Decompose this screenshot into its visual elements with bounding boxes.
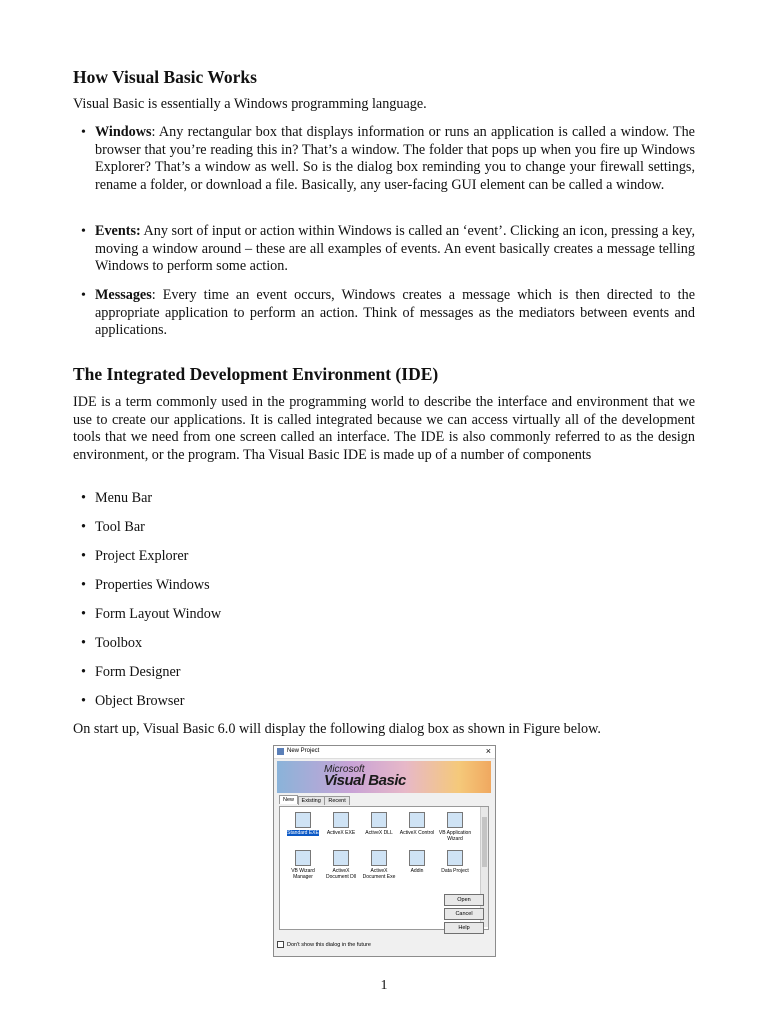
project-activex-exe[interactable] xyxy=(321,812,361,836)
project-icon xyxy=(447,850,463,866)
dont-show-checkbox-row[interactable] xyxy=(277,941,371,948)
term-messages: Messages xyxy=(95,287,152,303)
checkbox-label: Don't show this dialog in the future xyxy=(287,941,371,948)
term-events: Events: xyxy=(95,223,141,239)
bullet-windows: • Windows: Any rectangular box that displays information or runs an application is called a window. The browser that you’re reading this in? That’s a window. The folder that pops up when you fire up Windows Explorer? That’s a window as well. So is the dialog box reminding you to change your firewall settings, rename a folder, or download a file. Basically, any user-facing GUI element can be called a window. xyxy=(81,124,695,193)
component-label: Toolbox xyxy=(95,635,143,651)
scrollbar-thumb[interactable] xyxy=(482,817,487,867)
project-label: Addin xyxy=(410,868,424,874)
list-item: • Project Explorer xyxy=(81,548,189,564)
page-number: 1 xyxy=(380,978,388,993)
open-button[interactable]: Open xyxy=(444,894,484,906)
help-button[interactable]: Help xyxy=(444,922,484,934)
project-vb-application-wizard[interactable] xyxy=(435,812,475,842)
project-activex-document-dll[interactable] xyxy=(321,850,361,880)
list-item: • Object Browser xyxy=(81,693,185,709)
banner-visual-basic: Visual Basic xyxy=(324,772,406,789)
dialog-titlebar xyxy=(274,746,495,759)
bullet-events: • Events: Any sort of input or action within Windows is called an ‘event’. Clicking an icon, pressing a key, moving a window around – these are all examples of events. An event basically creates a message telling Windows to perform some action. xyxy=(81,223,695,274)
tab-recent[interactable]: Recent xyxy=(324,796,349,805)
dialog-title: New Project xyxy=(287,748,320,754)
project-icon xyxy=(447,812,463,828)
project-icon xyxy=(371,812,387,828)
list-item: • Menu Bar xyxy=(81,490,153,506)
list-item: • Form Designer xyxy=(81,664,181,680)
tab-existing[interactable]: Existing xyxy=(298,796,325,805)
project-label: ActiveX Document Exe xyxy=(362,868,396,880)
project-icon xyxy=(333,850,349,866)
project-label: Data Project xyxy=(441,868,469,874)
project-icon xyxy=(409,850,425,866)
component-label: Form Layout Window xyxy=(95,606,222,622)
project-activex-control[interactable] xyxy=(397,812,437,836)
project-addin[interactable] xyxy=(397,850,437,874)
project-icon xyxy=(371,850,387,866)
ide-paragraph: IDE is a term commonly used in the programming world to describe the interface and environment that we use to create our applications. It is called integrated because we can access virtually all of the development tools that we need from one screen called an interface. The IDE is also commonly referred to as the design environment, or the program. Tha Visual Basic IDE is made up of a number of components xyxy=(73,394,695,463)
project-icon xyxy=(295,850,311,866)
component-label: Menu Bar xyxy=(95,490,153,506)
tab-new[interactable]: New xyxy=(279,795,298,804)
visual-basic-banner xyxy=(277,761,491,793)
app-icon xyxy=(277,748,284,755)
project-icon xyxy=(409,812,425,828)
list-item: • Form Layout Window xyxy=(81,606,222,622)
outro-paragraph: On start up, Visual Basic 6.0 will display the following dialog box as shown in Figure below. xyxy=(73,721,601,737)
project-data-project[interactable] xyxy=(435,850,475,874)
project-icon xyxy=(295,812,311,828)
project-label: VB Application Wizard xyxy=(438,830,472,842)
banner-microsoft: Microsoft xyxy=(324,764,365,775)
desc-messages: Every time an event occurs, Windows creates a message which is then directed to the appropriate application to perform an action. Think of messages as the mediators between events and applications. xyxy=(95,287,695,338)
component-label: Tool Bar xyxy=(95,519,145,535)
new-project-dialog-figure xyxy=(273,745,496,957)
project-activex-document-exe[interactable] xyxy=(359,850,399,880)
dialog-tabs xyxy=(279,796,348,805)
cancel-button[interactable]: Cancel xyxy=(444,908,484,920)
project-label: Standard EXE xyxy=(287,830,319,836)
project-label: ActiveX Document Dll xyxy=(325,868,356,880)
checkbox[interactable] xyxy=(277,941,284,948)
project-label: ActiveX Control xyxy=(399,830,435,836)
close-icon[interactable]: × xyxy=(485,746,491,756)
intro-paragraph: Visual Basic is essentially a Windows programming language. xyxy=(73,96,427,112)
project-standard-exe[interactable] xyxy=(283,812,323,836)
sep: : xyxy=(151,287,156,303)
project-activex-dll[interactable] xyxy=(359,812,399,836)
component-label: Project Explorer xyxy=(95,548,189,564)
component-label: Properties Windows xyxy=(95,577,210,593)
component-label: Object Browser xyxy=(95,693,185,709)
component-label: Form Designer xyxy=(95,664,181,680)
project-icon xyxy=(333,812,349,828)
list-item: • Properties Windows xyxy=(81,577,210,593)
term-windows: Windows xyxy=(95,124,152,140)
list-item: • Tool Bar xyxy=(81,519,145,535)
project-label: VB Wizard Manager xyxy=(291,868,315,880)
project-vb-wizard-manager[interactable] xyxy=(283,850,323,880)
list-item: • Toolbox xyxy=(81,635,143,651)
bullet-messages: • Messages: Every time an event occurs, Windows creates a message which is then directed to the appropriate application to perform an action. Think of messages as the mediators between events and applications. xyxy=(81,287,695,338)
project-label: ActiveX DLL xyxy=(365,830,393,836)
desc-windows: Any rectangular box that displays information or runs an application is called a window. The browser that you’re reading this in? That’s a window. The folder that pops up when you fire up Windows Explorer? That’s a window as well. So is the dialog box reminding you to change your firewall settings, rename a folder, or download a file. Basically, any user-facing GUI element can be called a window. xyxy=(95,124,695,193)
project-label: ActiveX EXE xyxy=(326,830,356,836)
desc-events: Any sort of input or action within Windows is called an ‘event’. Clicking an icon, pressing a key, moving a window around – these are all examples of events. An event basically creates a message telling Windows to perform some action. xyxy=(95,223,695,274)
heading-how-vb-works: How Visual Basic Works xyxy=(73,67,257,87)
heading-ide: The Integrated Development Environment (IDE) xyxy=(73,364,439,384)
sep: : xyxy=(151,124,156,140)
